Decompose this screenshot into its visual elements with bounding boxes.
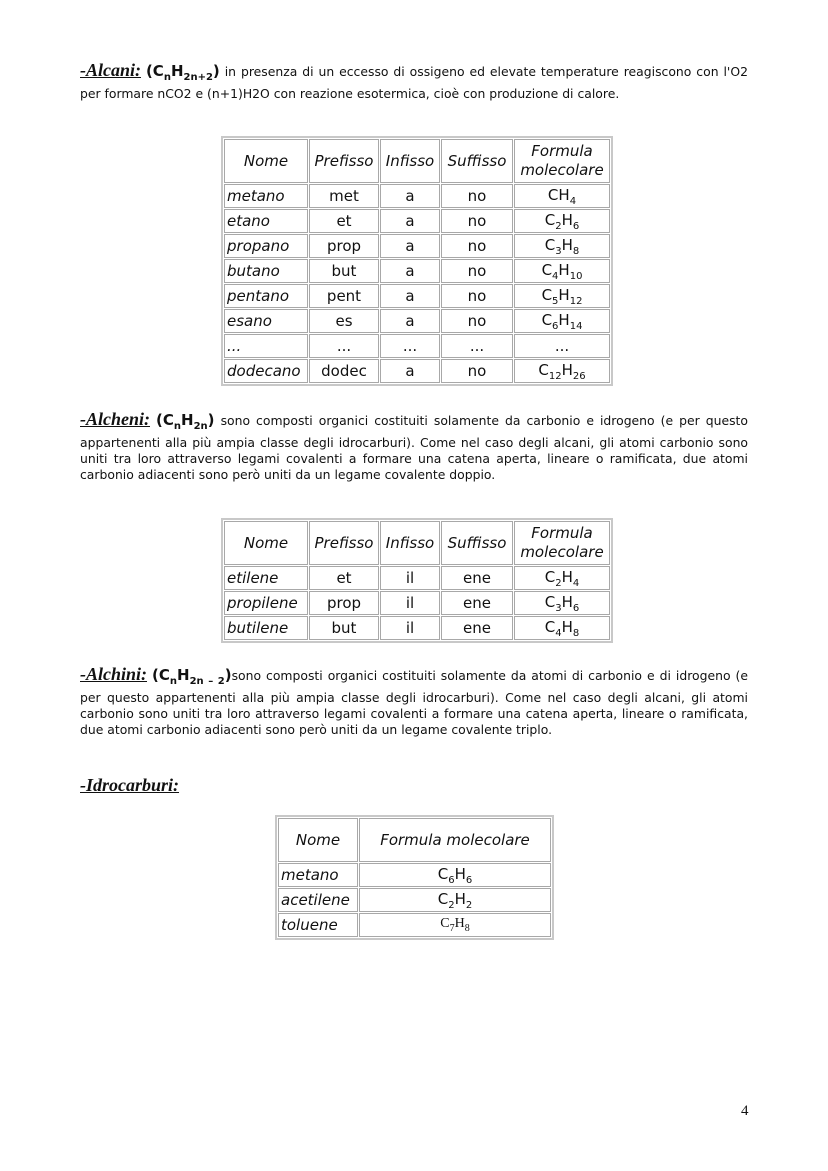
alcheni-formula: $(C_nH_{2n})$ (156, 411, 215, 432)
table-row (224, 309, 610, 333)
element-symbol: C (544, 592, 556, 611)
cell-nome: esano (224, 309, 308, 333)
page-number: 4 (741, 1103, 749, 1119)
cell-infisso: a (380, 284, 440, 308)
cell-suffisso: no (441, 309, 513, 333)
element-symbol: C (544, 235, 556, 254)
subscript: 2 (465, 899, 473, 911)
element-symbol: H (561, 210, 573, 229)
cell-prefisso: but (309, 616, 379, 640)
element-symbol: H (454, 864, 466, 883)
element-symbol: C (437, 889, 449, 908)
cell-suffisso: ... (441, 334, 513, 358)
subscript: 4 (555, 627, 562, 639)
subscript: 5 (552, 295, 559, 307)
column-header: Suffisso (441, 139, 513, 183)
cell-prefisso: ... (309, 334, 379, 358)
cell-nome: acetilene (278, 888, 358, 912)
alchini-text: sono composti organici costituiti solamente da atomi di carbonio e di idrogeno (e per questo appartenenti alla più ampia classe degli idrocarburi). Come nel caso degli alcani, gli atomi carbonio sono uniti tra loro attraverso legami covalenti a formare una catena aperta, lineare o ramificata, due atomi carbonio adiacenti sono però uniti da un legame covalente triplo. (80, 668, 748, 737)
cell-prefisso: et (309, 566, 379, 590)
cell-prefisso: es (309, 309, 379, 333)
cell-formula (514, 259, 610, 283)
table-row (224, 209, 610, 233)
element-symbol: C (538, 360, 549, 379)
cell-infisso: a (380, 209, 440, 233)
element-symbol: C (544, 617, 556, 636)
subscript: 4 (552, 270, 559, 282)
element-symbol: C (547, 185, 559, 204)
cell-formula (359, 863, 551, 887)
cell-nome: etilene (224, 566, 308, 590)
element-symbol: H (558, 185, 570, 204)
alcani-paragraph (80, 62, 748, 102)
alcani-text: in presenza di un eccesso di ossigeno ed elevate temperature reagiscono con l'O2 per formare nCO2 e (n+1)H2O con reazione esotermica, cioè con produzione di calore. (80, 64, 748, 101)
element-symbol: H (558, 260, 570, 279)
table-row (224, 259, 610, 283)
cell-nome: metano (224, 184, 308, 208)
subscript: 7 (449, 922, 455, 934)
cell-prefisso: dodec (309, 359, 379, 383)
column-header: Suffisso (441, 521, 513, 565)
cell-suffisso: no (441, 209, 513, 233)
cell-prefisso: et (309, 209, 379, 233)
cell-formula (514, 309, 610, 333)
cell-prefisso: pent (309, 284, 379, 308)
cell-formula (514, 616, 610, 640)
alchini-formula: $(C_nH_{2n - 2})$ (152, 666, 232, 687)
table-row (224, 566, 610, 590)
cell-formula (514, 184, 610, 208)
alcani-heading: -Alcani: (80, 60, 141, 80)
cell-formula (514, 591, 610, 615)
cell-formula (514, 359, 610, 383)
cell-infisso: a (380, 234, 440, 258)
subscript: 6 (448, 874, 455, 886)
header-row (278, 818, 551, 862)
cell-nome: propano (224, 234, 308, 258)
cell-suffisso: no (441, 359, 513, 383)
cell-formula (514, 566, 610, 590)
element-symbol: H (561, 360, 573, 379)
idrocarburi-heading: -Idrocarburi: (80, 775, 180, 795)
alcani-table (221, 136, 613, 386)
subscript: 8 (572, 627, 580, 639)
element-symbol: ... (554, 337, 570, 355)
header-row (224, 139, 610, 183)
column-header: Nome (278, 818, 358, 862)
cell-nome: propilene (224, 591, 308, 615)
table-row (278, 863, 551, 887)
subscript: 10 (569, 270, 583, 282)
alcheni-table (221, 518, 613, 643)
column-header: Nome (224, 139, 308, 183)
cell-suffisso: no (441, 284, 513, 308)
element-symbol: C (544, 210, 556, 229)
table-row (224, 184, 610, 208)
cell-prefisso: prop (309, 234, 379, 258)
cell-suffisso: no (441, 184, 513, 208)
table-row (224, 591, 610, 615)
cell-suffisso: ene (441, 616, 513, 640)
cell-suffisso: no (441, 259, 513, 283)
subscript: 6 (465, 874, 473, 886)
subscript: 14 (569, 320, 583, 332)
cell-infisso: il (380, 591, 440, 615)
cell-formula (359, 888, 551, 912)
cell-infisso: a (380, 259, 440, 283)
alcani-formula: $(C_nH_{2n+2})$ (145, 62, 220, 83)
cell-infisso: ... (380, 334, 440, 358)
cell-nome: etano (224, 209, 308, 233)
table-row (224, 359, 610, 383)
cell-suffisso: no (441, 234, 513, 258)
cell-formula (514, 209, 610, 233)
subscript: 2 (555, 577, 562, 589)
element-symbol: H (454, 889, 466, 908)
header-row (224, 521, 610, 565)
element-symbol: H (561, 235, 573, 254)
alcheni-heading: -Alcheni: (80, 409, 150, 429)
cell-nome: dodecano (224, 359, 308, 383)
cell-formula (359, 913, 551, 937)
cell-infisso: a (380, 184, 440, 208)
cell-prefisso: but (309, 259, 379, 283)
element-symbol: C (437, 864, 449, 883)
cell-suffisso: ene (441, 566, 513, 590)
subscript: 2 (555, 220, 562, 232)
alchini-paragraph (80, 666, 748, 738)
cell-infisso: a (380, 359, 440, 383)
table-row (224, 284, 610, 308)
column-header: Infisso (380, 521, 440, 565)
element-symbol: H (558, 310, 570, 329)
cell-nome: butilene (224, 616, 308, 640)
column-header: Formula molecolare (359, 818, 551, 862)
element-symbol: C (541, 260, 553, 279)
table-row (278, 913, 551, 937)
column-header: Prefisso (309, 139, 379, 183)
idrocarburi-paragraph (80, 777, 748, 795)
subscript: 12 (548, 370, 562, 382)
column-header: Nome (224, 521, 308, 565)
element-symbol: C (544, 567, 556, 586)
cell-nome: pentano (224, 284, 308, 308)
cell-formula (514, 234, 610, 258)
cell-prefisso: prop (309, 591, 379, 615)
subscript: 3 (555, 602, 562, 614)
alcheni-paragraph (80, 411, 748, 483)
cell-nome: butano (224, 259, 308, 283)
element-symbol: C (541, 310, 553, 329)
element-symbol: C (440, 916, 450, 932)
subscript: 6 (572, 220, 580, 232)
column-header: Formula molecolare (514, 521, 610, 565)
cell-suffisso: ene (441, 591, 513, 615)
table-row (224, 616, 610, 640)
column-header: Infisso (380, 139, 440, 183)
cell-formula (514, 284, 610, 308)
subscript: 6 (572, 602, 580, 614)
column-header: Formula molecolare (514, 139, 610, 183)
cell-infisso: il (380, 616, 440, 640)
element-symbol: H (561, 592, 573, 611)
subscript: 4 (572, 577, 580, 589)
element-symbol: H (561, 567, 573, 586)
column-header: Prefisso (309, 521, 379, 565)
cell-nome: metano (278, 863, 358, 887)
element-symbol: H (454, 916, 465, 932)
element-symbol: H (561, 617, 573, 636)
alcheni-text: sono composti organici costituiti solamente da carbonio e idrogeno (e per questo appartenenti alla più ampia classe degli idrocarburi). Come nel caso degli alcani, gli atomi carbonio sono uniti tra loro attraverso legami covalenti a formare una catena aperta, lineare o ramificata, due atomi carbonio adiacenti sono però uniti da un legame covalente doppio. (80, 413, 748, 482)
cell-infisso: il (380, 566, 440, 590)
subscript: 2 (448, 899, 455, 911)
table-row (224, 334, 610, 358)
subscript: 12 (569, 295, 583, 307)
idrocarburi-table (275, 815, 554, 940)
subscript: 26 (572, 370, 586, 382)
subscript: 8 (464, 922, 470, 934)
table-row (224, 234, 610, 258)
subscript: 8 (572, 245, 580, 257)
element-symbol: H (558, 285, 570, 304)
element-symbol: C (541, 285, 553, 304)
table-row (278, 888, 551, 912)
subscript: 6 (552, 320, 559, 332)
cell-nome: toluene (278, 913, 358, 937)
alchini-heading: -Alchini: (80, 664, 148, 684)
subscript: 3 (555, 245, 562, 257)
cell-formula (514, 334, 610, 358)
subscript: 4 (569, 195, 577, 207)
cell-infisso: a (380, 309, 440, 333)
cell-nome: ... (224, 334, 308, 358)
cell-prefisso: met (309, 184, 379, 208)
